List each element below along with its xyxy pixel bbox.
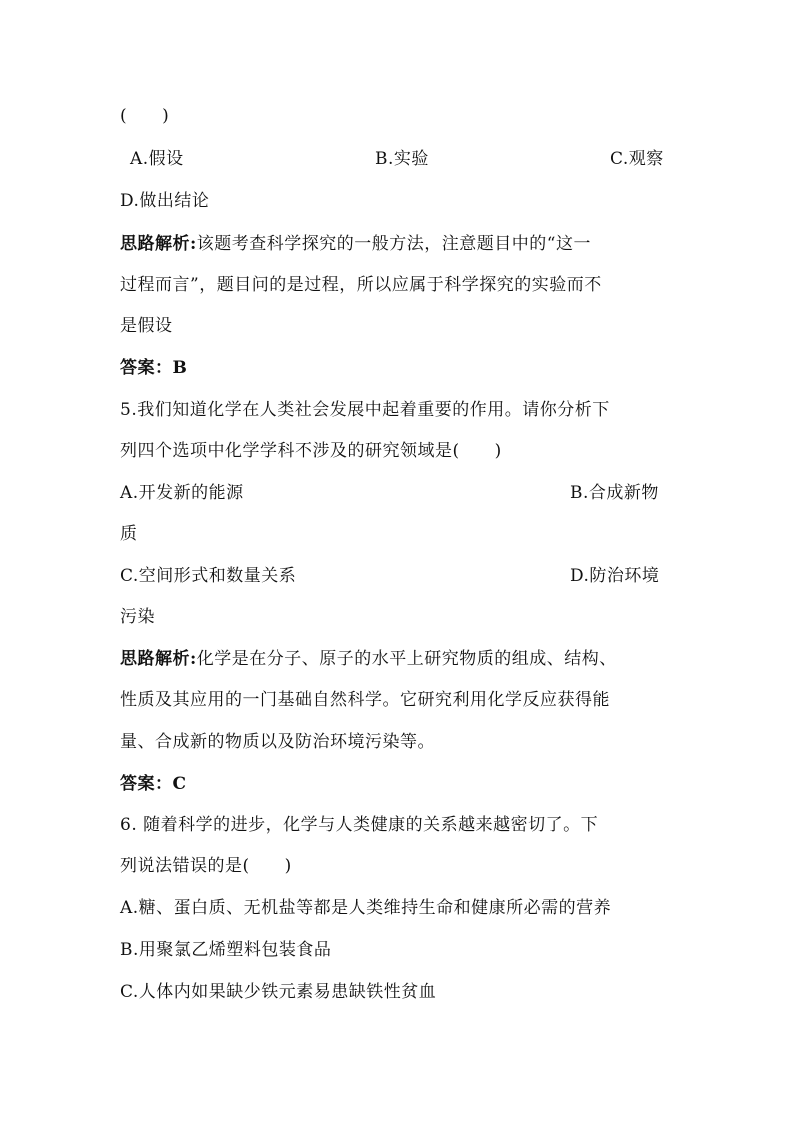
q6-option-a: A.糖、蛋白质、无机盐等都是人类维持生命和健康所必需的营养 [120,898,612,918]
q6-stem-line2: 列说法错误的是( ) [120,856,292,876]
q4-analysis-line3: 是假设 [120,316,173,336]
q5-analysis-line2: 性质及其应用的一门基础自然科学。它研究利用化学反应获得能 [120,690,610,710]
q4-analysis-label: 思路解析: [120,234,197,254]
q5-answer: 答案：C [120,774,187,794]
q4-paren: ( ) [120,106,170,126]
q5-option-c: C.空间形式和数量关系 [120,566,297,586]
q4-option-c: C.观察 [610,149,664,169]
q4-option-d: D.做出结论 [120,191,210,211]
q5-stem-line1: 5.我们知道化学在人类社会发展中起着重要的作用。请你分析下 [120,400,610,420]
q5-analysis-line1 [120,647,676,671]
q6-option-b: B.用聚氯乙烯塑料包装食品 [120,940,332,960]
q6-option-c: C.人体内如果缺少铁元素易患缺铁性贫血 [120,982,437,1002]
q5-option-b-wrap: 质 [120,524,138,544]
q6-stem-line1: 6. 随着科学的进步，化学与人类健康的关系越来越密切了。下 [120,815,599,835]
q5-option-b: B.合成新物 [570,483,659,503]
q4-answer: 答案：B [120,358,188,378]
q4-option-a: A.假设 [130,149,184,169]
q5-stem-line2: 列四个选项中化学学科不涉及的研究领域是( ) [120,441,502,461]
q4-analysis-line1 [120,232,676,256]
q5-option-d: D.防治环境 [570,566,660,586]
q5-analysis-label: 思路解析: [120,649,197,669]
q5-analysis-line3: 量、合成新的物质以及防治环境污染等。 [120,732,435,752]
q5-analysis-text1: 化学是在分子、原子的水平上研究物质的组成、结构、 [196,649,617,669]
q4-analysis-line2: 过程而言”，题目问的是过程，所以应属于科学探究的实验而不 [120,275,602,295]
q5-option-d-wrap: 污染 [120,607,155,627]
q5-option-a: A.开发新的能源 [120,483,244,503]
q4-analysis-text1: 该题考查科学探究的一般方法，注意题目中的“这一 [196,234,591,254]
q4-option-b: B.实验 [375,149,429,169]
